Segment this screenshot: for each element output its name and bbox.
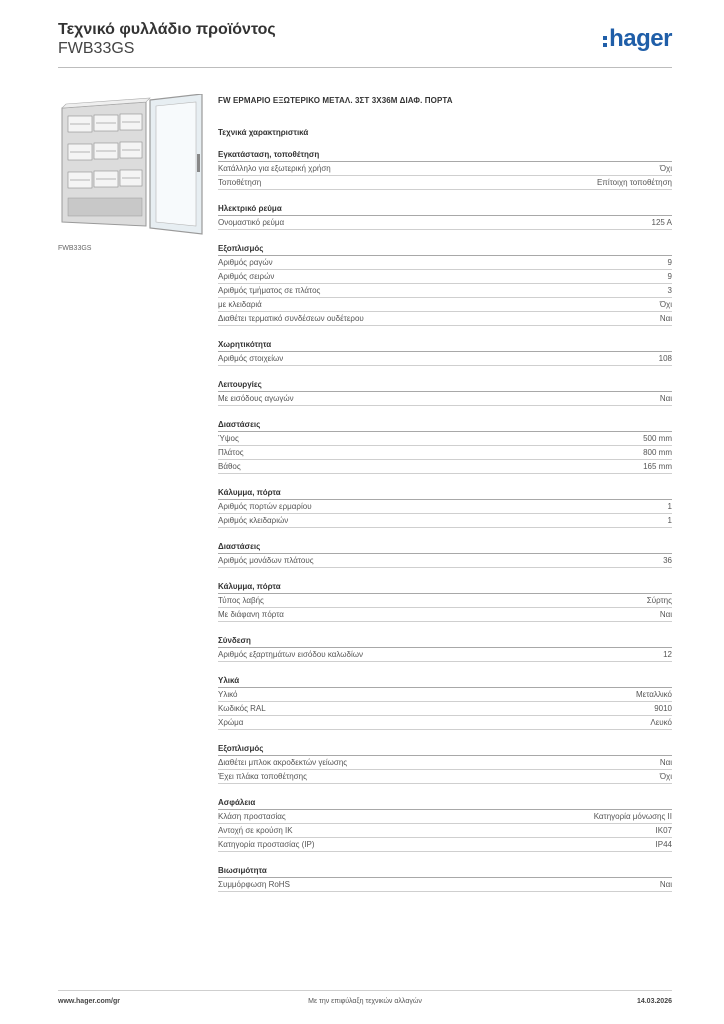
spec-section	[218, 675, 672, 730]
section-title: Διαστάσεις	[218, 419, 672, 432]
spec-value: 500 mm	[643, 433, 672, 443]
spec-value: Μεταλλικό	[635, 689, 672, 699]
section-title: Εξοπλισμός	[218, 743, 672, 756]
section-title: Ασφάλεια	[218, 797, 672, 810]
spec-content	[218, 96, 672, 905]
spec-value: 3	[667, 285, 672, 295]
spec-value: Ναι	[659, 609, 672, 619]
spec-value: IK07	[655, 825, 672, 835]
page-header	[58, 20, 672, 58]
spec-value: 108	[658, 353, 672, 363]
spec-row	[218, 446, 672, 460]
spec-label: Διαθέτει τερματικό συνδέσεων ουδέτερου	[218, 313, 364, 323]
spec-label: Κλάση προστασίας	[218, 811, 286, 821]
spec-row	[218, 216, 672, 230]
spec-label: Αντοχή σε κρούση IK	[218, 825, 293, 835]
footer-website: www.hager.com/gr	[58, 998, 120, 1005]
spec-value: Ναι	[659, 757, 672, 767]
spec-section	[218, 865, 672, 892]
footer-divider	[58, 990, 672, 991]
spec-label: Αριθμός πορτών ερμαρίου	[218, 501, 312, 511]
spec-section	[218, 379, 672, 406]
spec-row	[218, 312, 672, 326]
spec-value: Ναι	[659, 879, 672, 889]
section-title: Λειτουργίες	[218, 379, 672, 392]
spec-label: Αριθμός στοιχείων	[218, 353, 284, 363]
spec-section	[218, 635, 672, 662]
spec-value: 125 A	[651, 217, 672, 227]
spec-row	[218, 176, 672, 190]
spec-label: Κατηγορία προστασίας (IP)	[218, 839, 315, 849]
spec-label: Διαθέτει μπλοκ ακροδεκτών γείωσης	[218, 757, 348, 767]
spec-row	[218, 608, 672, 622]
spec-value: Λευκό	[650, 717, 672, 727]
spec-value: 1	[667, 515, 672, 525]
spec-row	[218, 432, 672, 446]
section-title: Ηλεκτρικό ρεύμα	[218, 203, 672, 216]
product-name: FW ΕΡΜΑΡΙΟ ΕΞΩΤΕΡΙΚΟ ΜΕΤΑΛ. 3ΣΤ 3Χ36Μ ΔΙΑΦ. ΠΟΡΤΑ	[218, 96, 453, 105]
spec-row	[218, 702, 672, 716]
spec-label: Αριθμός τμήματος σε πλάτος	[218, 285, 321, 295]
spec-value: 1	[667, 501, 672, 511]
spec-row	[218, 460, 672, 474]
product-code: FWB33GS	[58, 40, 135, 57]
section-title: Εγκατάσταση, τοποθέτηση	[218, 149, 672, 162]
spec-label: Αριθμός ραγών	[218, 257, 273, 267]
spec-label: Τοποθέτηση	[218, 177, 262, 187]
spec-label: Υλικό	[218, 689, 238, 699]
spec-label: Ονομαστικό ρεύμα	[218, 217, 285, 227]
spec-section	[218, 743, 672, 784]
spec-value: Όχι	[659, 299, 672, 309]
spec-label: Κωδικός RAL	[218, 703, 266, 713]
spec-label: Αριθμός κλειδαριών	[218, 515, 289, 525]
spec-label: Βάθος	[218, 461, 241, 471]
section-title: Διαστάσεις	[218, 541, 672, 554]
spec-row	[218, 648, 672, 662]
spec-value: 9	[667, 271, 672, 281]
spec-row	[218, 352, 672, 366]
spec-row	[218, 688, 672, 702]
spec-value: 12	[663, 649, 672, 659]
document-title: Τεχνικό φυλλάδιο προϊόντος	[58, 21, 276, 38]
spec-section	[218, 203, 672, 230]
spec-value: Σύρτης	[646, 595, 672, 605]
logo-text: hager	[609, 25, 672, 52]
spec-section	[218, 339, 672, 366]
section-title: Κάλυμμα, πόρτα	[218, 487, 672, 500]
tech-specs-heading: Τεχνικά χαρακτηριστικά	[218, 128, 309, 137]
spec-value: Ναι	[659, 393, 672, 403]
logo-mark-icon	[603, 36, 607, 47]
spec-label: Αριθμός σειρών	[218, 271, 275, 281]
spec-label: Ύψος	[218, 433, 239, 443]
section-title: Εξοπλισμός	[218, 243, 672, 256]
spec-label: Αριθμός μονάδων πλάτους	[218, 555, 314, 565]
spec-label: Συμμόρφωση RoHS	[218, 879, 290, 889]
spec-value: IP44	[655, 839, 672, 849]
spec-value: Όχι	[659, 163, 672, 173]
spec-section	[218, 243, 672, 326]
spec-section	[218, 581, 672, 622]
spec-row	[218, 392, 672, 406]
footer-note: Με την επιφύλαξη τεχνικών αλλαγών	[308, 998, 422, 1005]
spec-sections	[218, 149, 672, 892]
spec-row	[218, 770, 672, 784]
spec-label: Με εισόδους αγωγών	[218, 393, 294, 403]
spec-label: Αριθμός εξαρτημάτων εισόδου καλωδίων	[218, 649, 363, 659]
spec-section	[218, 541, 672, 568]
spec-label: Έχει πλάκα τοποθέτησης	[218, 771, 307, 781]
spec-label: Κατάλληλο για εξωτερική χρήση	[218, 163, 331, 173]
spec-row	[218, 284, 672, 298]
spec-row	[218, 756, 672, 770]
section-title: Χωρητικότητα	[218, 339, 672, 352]
spec-label: με κλειδαριά	[218, 299, 262, 309]
product-image	[58, 94, 206, 240]
spec-value: Ναι	[659, 313, 672, 323]
spec-row	[218, 256, 672, 270]
spec-label: Χρώμα	[218, 717, 244, 727]
hager-logo	[603, 26, 672, 52]
header-divider	[58, 67, 672, 68]
spec-row	[218, 270, 672, 284]
spec-label: Πλάτος	[218, 447, 244, 457]
spec-value: Κατηγορία μόνωσης II	[593, 811, 672, 821]
spec-row	[218, 810, 672, 824]
spec-value: 165 mm	[643, 461, 672, 471]
spec-row	[218, 514, 672, 528]
product-image-caption: FWB33GS	[58, 245, 92, 252]
spec-section	[218, 487, 672, 528]
section-title: Βιωσιμότητα	[218, 865, 672, 878]
spec-value: 800 mm	[643, 447, 672, 457]
footer-date: 14.03.2026	[636, 998, 672, 1005]
spec-value: 9	[667, 257, 672, 267]
spec-value: Επίτοιχη τοποθέτηση	[596, 177, 672, 187]
spec-label: Με διάφανη πόρτα	[218, 609, 284, 619]
section-title: Κάλυμμα, πόρτα	[218, 581, 672, 594]
spec-row	[218, 594, 672, 608]
spec-section	[218, 419, 672, 474]
spec-row	[218, 838, 672, 852]
spec-value: 36	[663, 555, 672, 565]
spec-value: Όχι	[659, 771, 672, 781]
spec-row	[218, 878, 672, 892]
spec-value: 9010	[654, 703, 672, 713]
spec-row	[218, 162, 672, 176]
section-title: Υλικά	[218, 675, 672, 688]
section-title: Σύνδεση	[218, 635, 672, 648]
spec-row	[218, 298, 672, 312]
spec-row	[218, 500, 672, 514]
spec-label: Τύπος λαβής	[218, 595, 264, 605]
spec-section	[218, 797, 672, 852]
spec-section	[218, 149, 672, 190]
spec-row	[218, 716, 672, 730]
spec-row	[218, 824, 672, 838]
spec-row	[218, 554, 672, 568]
